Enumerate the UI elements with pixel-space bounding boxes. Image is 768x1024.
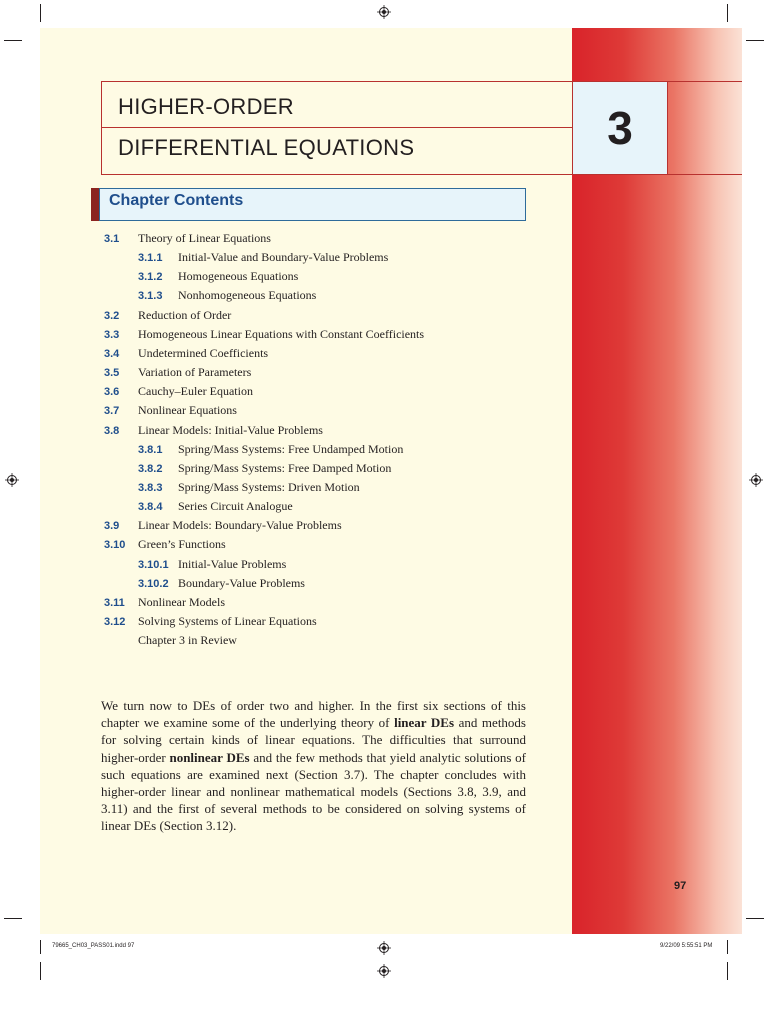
toc-item — [0, 537, 560, 556]
toc-item — [0, 403, 560, 422]
toc-item-number: 3.10.2 — [138, 577, 169, 590]
contents-heading: Chapter Contents — [109, 192, 244, 209]
slug-timestamp: 9/22/09 5:55:51 PM — [660, 943, 713, 949]
toc-item-title: Initial-Value and Boundary-Value Problems — [178, 250, 389, 265]
toc-item-number: 3.10.1 — [138, 558, 169, 571]
crop-mark — [727, 4, 728, 22]
toc-item-title: Spring/Mass Systems: Free Undamped Motion — [178, 441, 404, 456]
crop-mark — [4, 918, 22, 919]
toc-item-title: Spring/Mass Systems: Driven Motion — [178, 479, 360, 494]
toc-item — [0, 327, 560, 346]
toc-item-number: 3.8.4 — [138, 501, 163, 514]
crop-mark — [746, 40, 764, 41]
toc-item — [0, 518, 560, 537]
chapter-title-line-2: DIFFERENTIAL EQUATIONS — [118, 135, 415, 160]
toc-item — [0, 308, 560, 327]
crop-mark — [4, 40, 22, 41]
toc-item-number: 3.8.3 — [138, 481, 163, 494]
toc-item-number: 3.1.3 — [138, 290, 163, 303]
toc-item-title: Initial-Value Problems — [178, 556, 287, 571]
intro-bold-nonlinear: nonlinear DEs — [169, 749, 250, 765]
crop-mark — [727, 962, 728, 980]
toc-item-number: 3.12 — [104, 616, 126, 628]
toc-item-number: 3.8.1 — [138, 443, 163, 456]
chapter-number: 3 — [572, 81, 668, 175]
intro-bold-linear: linear DEs — [394, 715, 455, 731]
toc-item-title: Reduction of Order — [138, 307, 232, 322]
contents-accent-bar — [91, 188, 99, 221]
toc-item-title: Boundary-Value Problems — [178, 575, 305, 590]
chapter-rule-bottom — [668, 174, 742, 175]
registration-mark-icon — [377, 941, 391, 955]
toc-item-number: 3.6 — [104, 386, 120, 399]
toc-item-title: Nonlinear Equations — [138, 403, 237, 418]
toc-item — [0, 269, 560, 288]
toc-item-title: Nonlinear Models — [138, 594, 225, 609]
toc-item-number: 3.8.2 — [138, 462, 163, 475]
toc-item-number: 3.5 — [104, 367, 120, 380]
toc-item-number: 3.3 — [104, 328, 120, 341]
chapter-rule-top — [668, 81, 742, 82]
registration-mark-icon — [377, 5, 391, 19]
toc-item-title: Theory of Linear Equations — [138, 231, 271, 245]
toc-item-title: Linear Models: Boundary-Value Problems — [138, 518, 342, 533]
toc-item — [0, 231, 560, 250]
toc-item — [0, 250, 560, 269]
toc-item-number: 3.1.2 — [138, 271, 163, 284]
toc-item-title: Solving Systems of Linear Equations — [138, 614, 317, 628]
toc-item — [0, 384, 560, 403]
registration-mark-icon — [749, 473, 763, 487]
slug-rule — [727, 940, 728, 954]
toc-item — [0, 288, 560, 307]
toc-item-title: Homogeneous Equations — [178, 269, 299, 284]
toc-item-number: 3.8 — [104, 424, 120, 437]
registration-mark-icon — [377, 964, 391, 978]
toc-item-title: Chapter 3 in Review — [138, 633, 237, 648]
toc-item-number: 3.11 — [104, 596, 125, 609]
toc-item — [0, 633, 560, 652]
crop-mark — [746, 918, 764, 919]
toc-item — [0, 480, 560, 499]
slug-filename: 79665_CH03_PASS01.indd 97 — [52, 943, 135, 949]
intro-text-2: and methods for solving certain kinds of linear equations. The difficulties that surround higher-order — [101, 715, 526, 765]
toc-item-number: 3.7 — [104, 405, 120, 418]
toc-item-number: 3.10 — [104, 539, 126, 552]
toc-item-title: Cauchy–Euler Equation — [138, 384, 253, 399]
intro-paragraph — [101, 697, 526, 835]
toc-item — [0, 423, 560, 442]
toc-item — [0, 365, 560, 384]
crop-mark — [40, 4, 41, 22]
title-divider — [101, 127, 572, 128]
toc-item-title: Variation of Parameters — [138, 365, 252, 380]
toc-item — [0, 614, 560, 633]
toc-item — [0, 442, 560, 461]
toc-item-number: 3.2 — [104, 309, 120, 322]
page-number: 97 — [674, 880, 687, 892]
toc-item-title: Series Circuit Analogue — [178, 499, 293, 514]
toc-item-title: Homogeneous Linear Equations with Constant Coefficients — [138, 326, 425, 341]
toc-item-number: 3.1 — [104, 233, 120, 245]
crop-mark — [40, 962, 41, 980]
chapter-title-line-1: HIGHER-ORDER — [118, 94, 294, 119]
toc-item-title: Spring/Mass Systems: Free Damped Motion — [178, 460, 392, 475]
toc-item-title: Undetermined Coefficients — [138, 345, 269, 360]
intro-text-1: We turn now to DEs of order two and higher. In the first six sections of this chapter we examine some of the underlying theory of — [101, 698, 526, 731]
toc-item-number: 3.9 — [104, 520, 120, 533]
toc-item-title: Linear Models: Initial-Value Problems — [138, 422, 323, 437]
toc-item-number: 3.1.1 — [138, 252, 163, 265]
toc-item — [0, 595, 560, 614]
toc-item — [0, 576, 560, 595]
slug-rule — [40, 940, 41, 954]
registration-mark-icon — [5, 473, 19, 487]
toc-item — [0, 346, 560, 365]
toc-item — [0, 499, 560, 518]
toc-item-title: Green’s Functions — [138, 537, 226, 552]
intro-text-3: and the few methods that yield analytic solutions of such equations are examined next (Section 3.7). The chapter concludes with higher-order linear and nonlinear mathematical models (Sections 3.8, 3.9, and 3.11) and the first of several methods to be considered on solving systems of linear DEs (Section 3.12). — [101, 749, 526, 834]
toc-item — [0, 557, 560, 576]
toc-item-title: Nonhomogeneous Equations — [178, 288, 317, 303]
toc-item-number: 3.4 — [104, 347, 120, 360]
toc-item — [0, 461, 560, 480]
